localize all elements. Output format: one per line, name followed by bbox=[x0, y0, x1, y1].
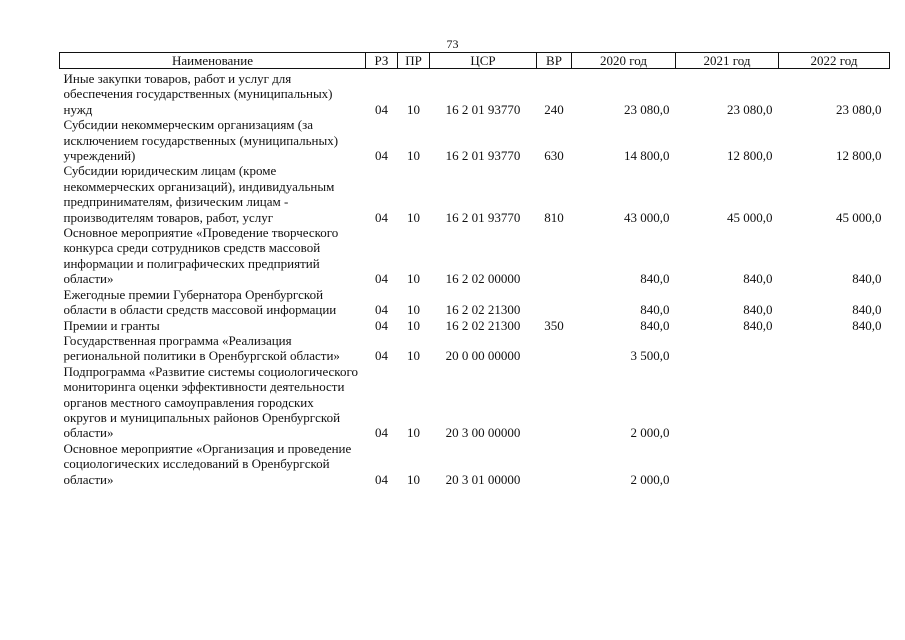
table-row bbox=[60, 318, 890, 333]
row-2020: 3 500,0 bbox=[630, 348, 670, 364]
table-row bbox=[60, 333, 890, 364]
row-vr bbox=[537, 333, 572, 364]
row-name: Премии и гранты bbox=[63, 317, 160, 333]
row-2022: 840,0 bbox=[852, 271, 882, 287]
row-2021: 840,0 bbox=[743, 302, 773, 318]
row-csr: 20 0 00 00000 bbox=[445, 348, 521, 364]
row-name: Основное мероприятие «Организация и проведение социологических исследований в Оренбургской области» bbox=[63, 440, 352, 487]
table-row bbox=[60, 71, 890, 117]
row-csr: 16 2 01 93770 bbox=[445, 209, 521, 225]
row-rz: 04 bbox=[375, 348, 388, 364]
row-csr: 16 2 02 21300 bbox=[445, 317, 521, 333]
row-vr bbox=[537, 287, 572, 318]
row-2020: 2 000,0 bbox=[630, 471, 670, 487]
row-2020: 43 000,0 bbox=[624, 209, 670, 225]
row-csr: 16 2 02 21300 bbox=[445, 302, 521, 318]
row-pr: 10 bbox=[407, 471, 420, 487]
row-csr: 20 3 01 00000 bbox=[445, 471, 521, 487]
row-pr: 10 bbox=[407, 148, 420, 164]
header-2021: 2021 год bbox=[676, 53, 779, 69]
row-pr: 10 bbox=[407, 302, 420, 318]
row-pr: 10 bbox=[407, 271, 420, 287]
row-csr: 16 2 01 93770 bbox=[445, 101, 521, 117]
row-rz: 04 bbox=[375, 209, 388, 225]
row-2021 bbox=[676, 441, 779, 487]
row-name: Подпрограмма «Развитие системы социологического мониторинга оценки эффективности деятельности органов местного самоуправления городских округов и муниципальных районов Оренбургской области» bbox=[63, 363, 358, 441]
row-2021: 23 080,0 bbox=[727, 101, 773, 117]
table-header-row bbox=[60, 53, 890, 69]
row-vr: 630 bbox=[544, 148, 564, 164]
row-2022: 840,0 bbox=[852, 302, 882, 318]
table-row bbox=[60, 364, 890, 441]
header-csr: ЦСР bbox=[430, 53, 537, 69]
row-2020: 840,0 bbox=[640, 271, 670, 287]
row-2021: 840,0 bbox=[743, 317, 773, 333]
table-row bbox=[60, 225, 890, 287]
row-rz: 04 bbox=[375, 101, 388, 117]
header-2020: 2020 год bbox=[572, 53, 676, 69]
row-pr: 10 bbox=[407, 317, 420, 333]
header-pr: ПР bbox=[398, 53, 430, 69]
row-name: Иные закупки товаров, работ и услуг для обеспечения государственных (муниципальных) нужд bbox=[63, 71, 333, 117]
page-number: 73 bbox=[446, 37, 459, 51]
header-rz: РЗ bbox=[366, 53, 398, 69]
row-name: Государственная программа «Реализация региональной политики в Оренбургской области» bbox=[63, 332, 340, 364]
table-row bbox=[60, 163, 890, 225]
row-2021 bbox=[676, 364, 779, 441]
row-rz: 04 bbox=[375, 471, 388, 487]
row-csr: 20 3 00 00000 bbox=[445, 425, 521, 441]
row-name: Субсидии некоммерческим организациям (за исключением государственных (муниципальных) учреждений) bbox=[63, 117, 339, 164]
row-2021 bbox=[676, 333, 779, 364]
row-2022 bbox=[779, 333, 890, 364]
row-rz: 04 bbox=[375, 302, 388, 318]
row-2020: 840,0 bbox=[640, 317, 670, 333]
row-rz: 04 bbox=[375, 425, 388, 441]
row-2022: 840,0 bbox=[852, 317, 882, 333]
row-csr: 16 2 02 00000 bbox=[445, 271, 521, 287]
row-vr bbox=[537, 225, 572, 287]
row-vr: 350 bbox=[544, 317, 564, 333]
row-vr: 240 bbox=[544, 101, 564, 117]
row-2022: 12 800,0 bbox=[836, 148, 882, 164]
row-2022 bbox=[779, 364, 890, 441]
table-row bbox=[60, 117, 890, 163]
header-vr: ВР bbox=[537, 53, 572, 69]
table-row bbox=[60, 287, 890, 318]
row-2022: 45 000,0 bbox=[836, 209, 882, 225]
table-row bbox=[60, 441, 890, 487]
header-name: Наименование bbox=[60, 53, 366, 69]
row-name: Субсидии юридическим лицам (кроме некоммерческих организаций), индивидуальным предпринимателям, физическим лицам - производителям товаров, работ, услуг bbox=[63, 163, 335, 225]
row-rz: 04 bbox=[375, 317, 388, 333]
row-2020: 2 000,0 bbox=[630, 425, 670, 441]
row-vr: 810 bbox=[544, 209, 564, 225]
row-pr: 10 bbox=[407, 101, 420, 117]
row-csr: 16 2 01 93770 bbox=[445, 148, 521, 164]
row-pr: 10 bbox=[407, 425, 420, 441]
header-2022: 2022 год bbox=[779, 53, 890, 69]
row-pr: 10 bbox=[407, 209, 420, 225]
row-2021: 12 800,0 bbox=[727, 148, 773, 164]
row-2022: 23 080,0 bbox=[836, 101, 882, 117]
row-name: Основное мероприятие «Проведение творческого конкурса среди сотрудников средств массовой информации и полиграфических предприятий области» bbox=[63, 225, 339, 287]
row-2021: 45 000,0 bbox=[727, 209, 773, 225]
row-2022 bbox=[779, 441, 890, 487]
row-2020: 14 800,0 bbox=[624, 148, 670, 164]
row-name: Ежегодные премии Губернатора Оренбургской области в области средств массовой информации bbox=[63, 286, 337, 318]
budget-table bbox=[59, 52, 890, 487]
row-rz: 04 bbox=[375, 148, 388, 164]
row-2020: 840,0 bbox=[640, 302, 670, 318]
row-vr bbox=[537, 441, 572, 487]
row-2020: 23 080,0 bbox=[624, 101, 670, 117]
row-vr bbox=[537, 364, 572, 441]
row-pr: 10 bbox=[407, 348, 420, 364]
row-rz: 04 bbox=[375, 271, 388, 287]
row-2021: 840,0 bbox=[743, 271, 773, 287]
